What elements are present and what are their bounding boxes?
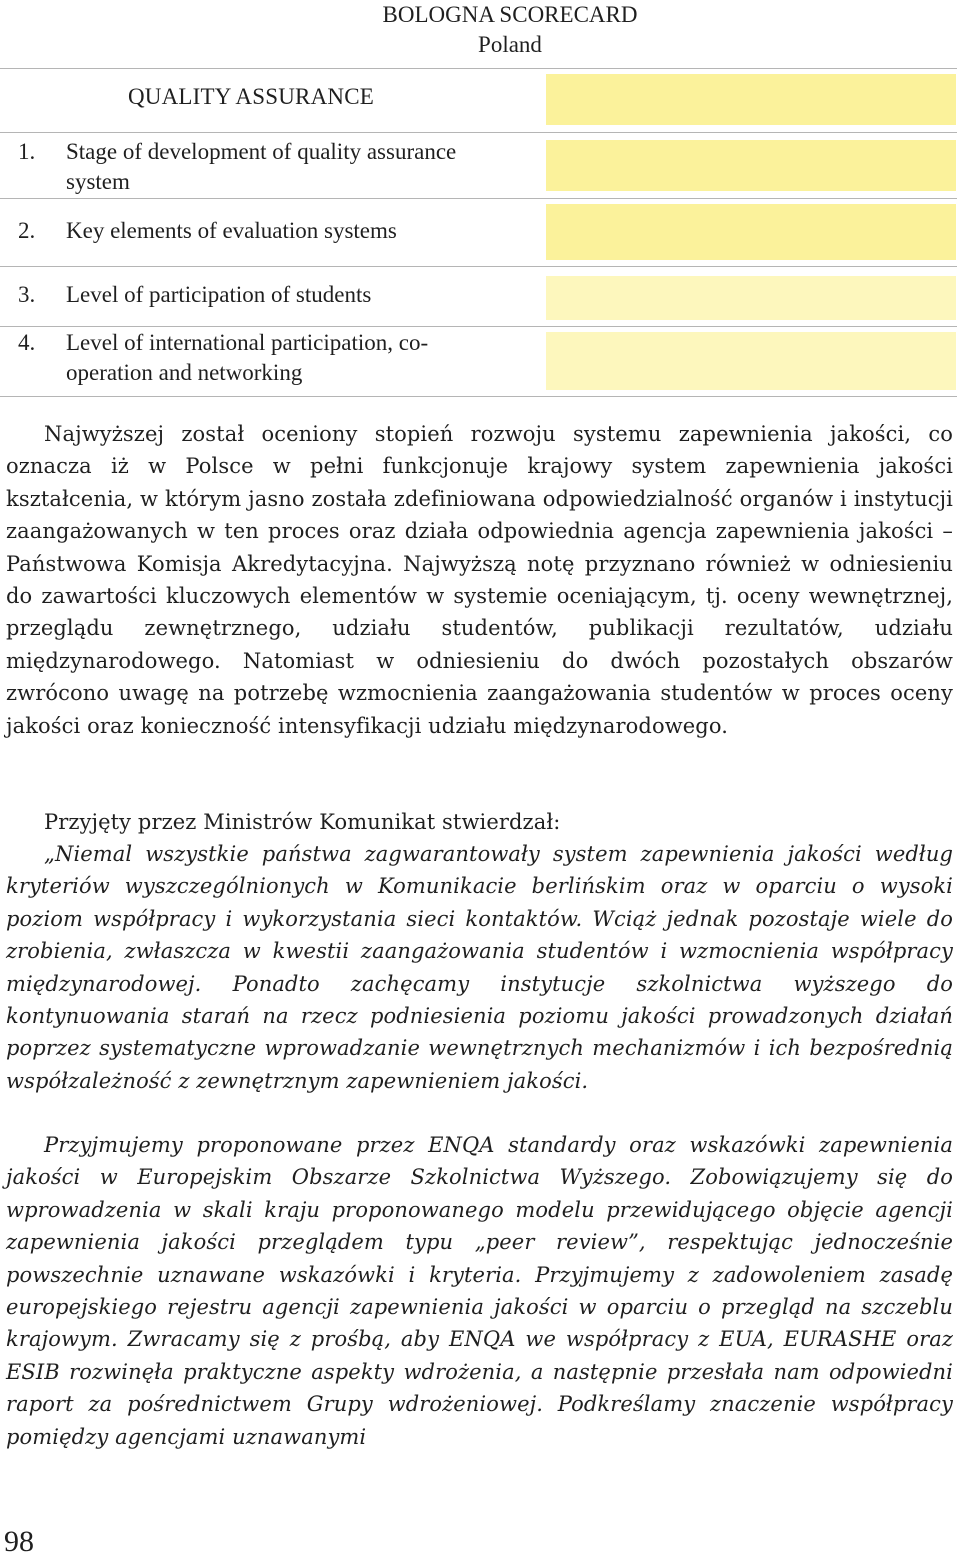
criterion-number: 2. bbox=[18, 218, 36, 243]
criterion-label: Stage of development of quality assurance system bbox=[66, 139, 457, 194]
criterion-label: Key elements of evaluation systems bbox=[66, 218, 397, 243]
score-cell-2 bbox=[546, 204, 956, 260]
quote-paragraph: Przyjmujemy proponowane przez ENQA standardy oraz wskazówki zapewnienia jakości w Europejskim Obszarze Szkolnictwa Wyższego. Zobowiązujemy się do wprowadzenia w skali kraju proponowanego modelu przewidującego objęcie agencji zapewnienia jakości przeglądem typu „peer review”, respektując jednocześnie powszechnie uznawane wskazówki i kryteria. Przyjmujemy z zadowoleniem zasadę europejskiego rejestru agencji zapewnienia jakości w oparciu o przegląd na szczeblu krajowym. Zwracamy się z prośbą, aby ENQA we współpracy z EUA, EURASHE oraz ESIB rozwinęła praktyczne aspekty wdrożenia, a następnie przesłała nam odpowiedni raport za pośrednictwem Grupy wdrożeniowej. Podkreślamy znaczenie współpracy pomiędzy agencjami uznawanymi bbox=[6, 1133, 953, 1449]
criterion-label: Level of international participation, co-operation and networking bbox=[66, 330, 429, 385]
score-cell-header bbox=[546, 74, 956, 125]
score-cell-4 bbox=[546, 332, 956, 390]
score-cell-1 bbox=[546, 140, 956, 191]
page-number: 98 bbox=[4, 1525, 34, 1558]
scorecard-header bbox=[300, 0, 720, 60]
rule-bottom bbox=[0, 396, 957, 397]
quote-paragraph: „Niemal wszystkie państwa zagwarantowały system zapewnienia jakości według kryteriów wyszczególnionych w Komunikacie berlińskim oraz w oparciu o wysoki poziom współpracy i wykorzystania sieci kontaktów. Wciąż jednak pozostaje wiele do zrobienia, zwłaszcza w kwestii zaangażowania studentów i wzmocnienia współpracy międzynarodowej. Ponadto zachęcamy instytucje szkolnictwa wyższego do kontynuowania starań na rzecz podniesienia poziomu jakości prowadzonych działań poprzez systematyczne wprowadzanie wewnętrznych mechanizmów i ich bezpośrednią współzależność z zewnętrznym zapewnieniem jakości. bbox=[6, 842, 953, 1093]
rule-2 bbox=[0, 198, 957, 199]
rule-1 bbox=[0, 132, 957, 133]
body-paragraph: Najwyższej został oceniony stopień rozwoju systemu zapewnienia jakości, co oznacza iż w Polsce w pełni funkcjonuje krajowy system zapewnienia jakości kształcenia, w którym jasno została zdefiniowana odpowiedzialność organów i instytucji zaangażowanych w ten proces oraz działa odpowiednia agencja zapewnienia jakości – Państwowa Komisja Akredytacyjna. Najwyższą notę przyznano również w odniesieniu do zawartości kluczowych elementów w systemie oceniającym, tj. oceny wewnętrznej, przeglądu zewnętrznego, udziału studentów, publikacji rezultatów, udziału międzynarodowego. Natomiast w odniesieniu do dwóch pozostałych obszarów zwrócono uwagę na potrzebę wzmocnienia zaangażowania studentów w proces oceny jakości oraz konieczność intensyfikacji udziału międzynarodowego. bbox=[6, 422, 953, 738]
rule-3 bbox=[0, 266, 957, 267]
body-paragraph-intro: Przyjęty przez Ministrów Komunikat stwierdzał: bbox=[44, 810, 561, 834]
rule-top bbox=[0, 68, 957, 69]
rule-4 bbox=[0, 326, 957, 327]
scorecard-country: Poland bbox=[478, 32, 542, 57]
section-title: QUALITY ASSURANCE bbox=[128, 84, 374, 109]
scorecard-title: BOLOGNA SCORECARD bbox=[382, 2, 638, 27]
criterion-label: Level of participation of students bbox=[66, 282, 372, 307]
criterion-number: 4. bbox=[18, 330, 36, 355]
criterion-number: 3. bbox=[18, 282, 36, 307]
criterion-number: 1. bbox=[18, 139, 36, 164]
score-cell-3 bbox=[546, 276, 956, 320]
